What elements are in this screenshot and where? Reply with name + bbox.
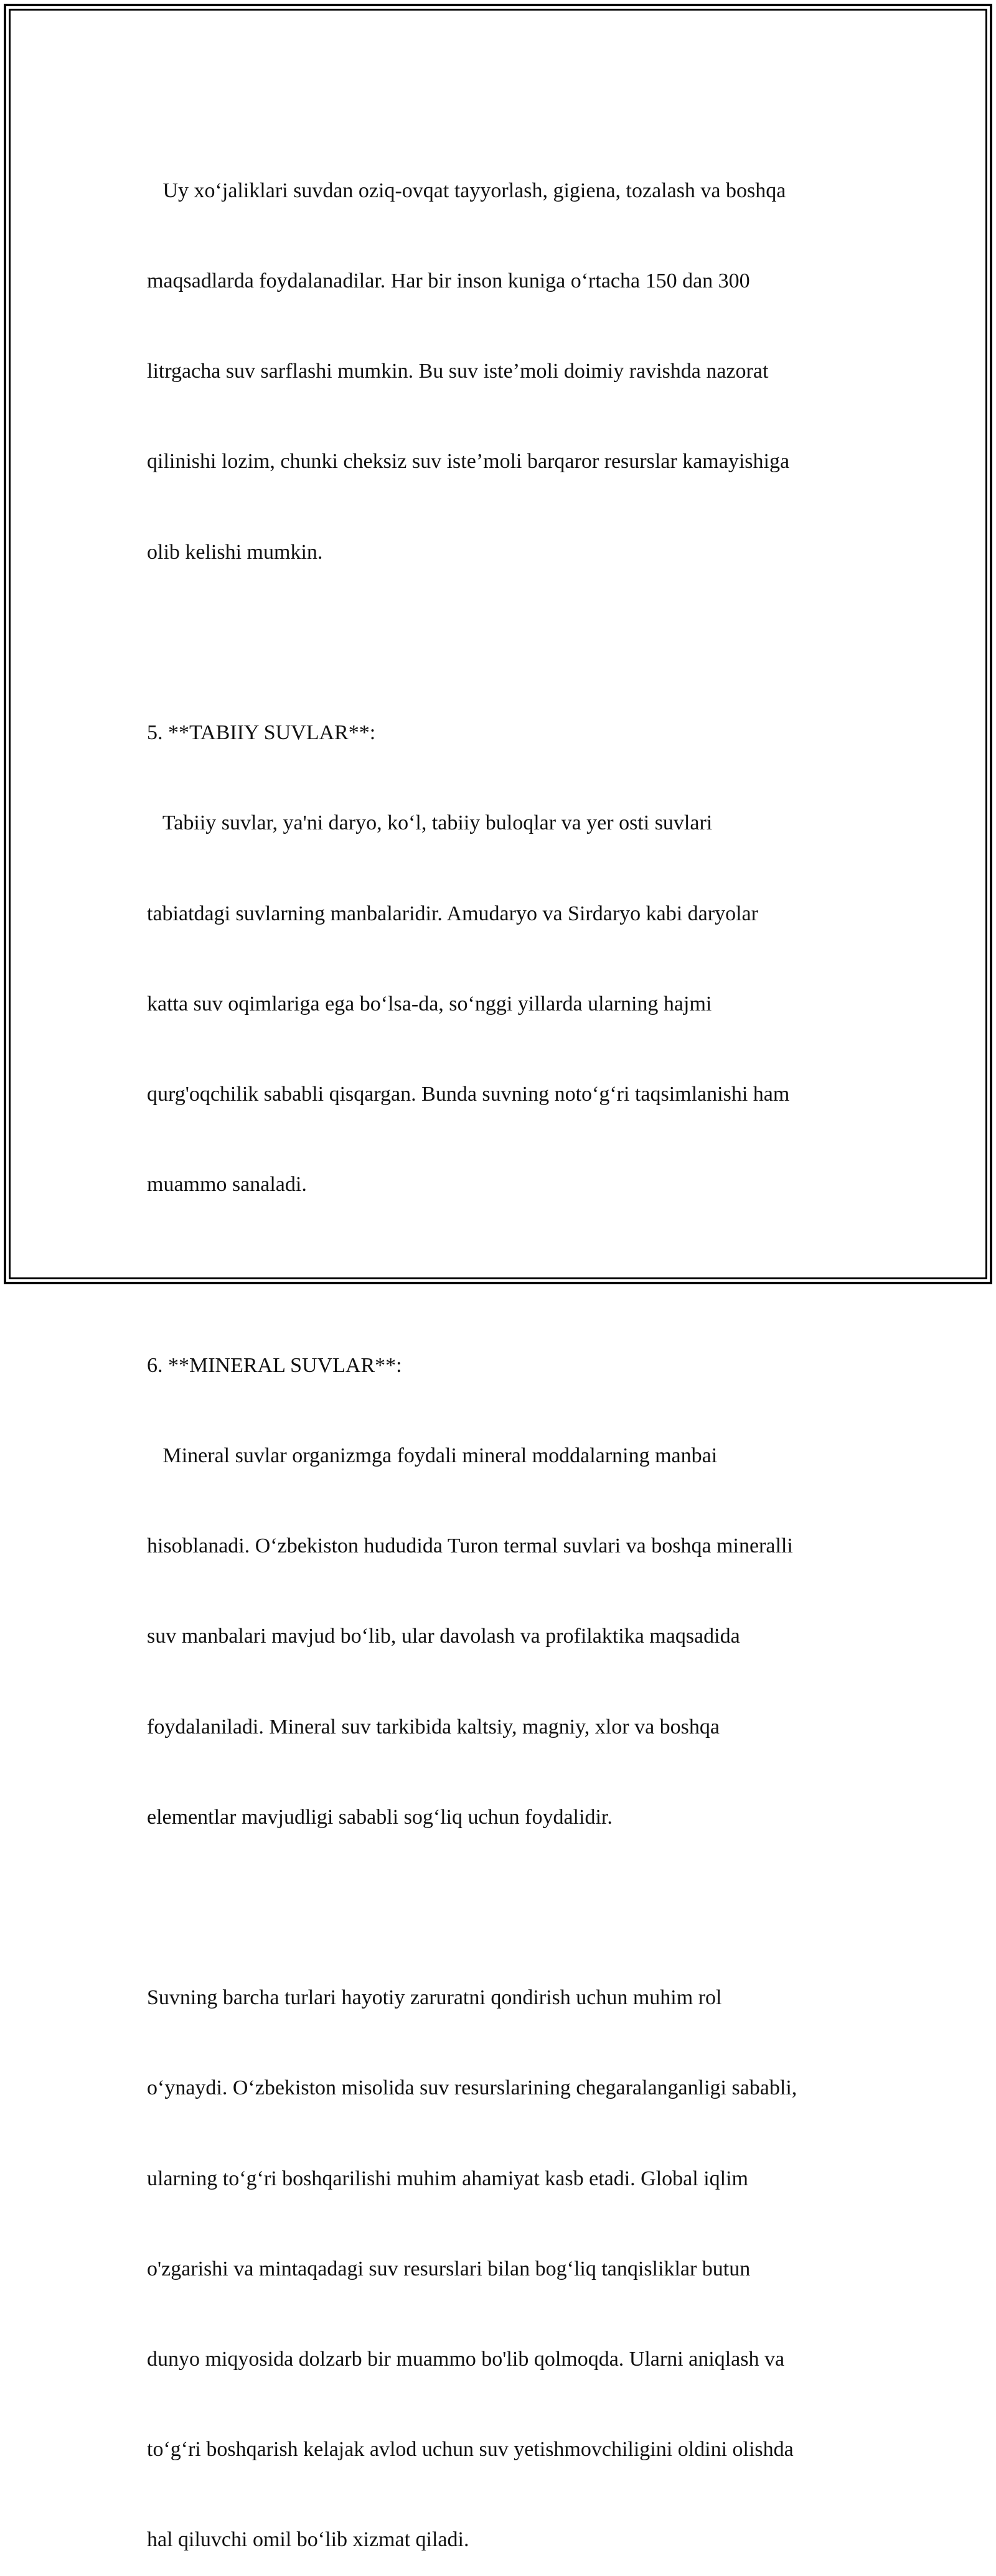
text-line: qurg'oqchilik sababli qisqargan. Bunda suvning noto‘g‘ri taqsimlanishi ham — [147, 1082, 790, 1106]
text-line: dunyo miqyosida dolzarb bir muammo bo'lib qolmoqda. Ularni aniqlash va — [147, 2348, 785, 2371]
document-body — [147, 116, 850, 2576]
text-line: olib kelishi mumkin. — [147, 540, 323, 564]
text-line: qilinishi lozim, chunki cheksiz suv iste’moli barqaror resurslar kamayishiga — [147, 450, 790, 474]
text-line: maqsadlarda foydalanadilar. Har bir inson kuniga o‘rtacha 150 dan 300 — [147, 269, 750, 293]
text-line: Suvning barcha turlari hayotiy zaruratni qondirish uchun muhim rol — [147, 1986, 722, 2010]
text-line: to‘g‘ri boshqarish kelajak avlod uchun suv yetishmovchiligini oldini olishda — [147, 2438, 794, 2462]
text-line: muammo sanaladi. — [147, 1173, 307, 1197]
section-heading: 6. **MINERAL SUVLAR**: — [147, 1353, 402, 1377]
text-line: hisoblanadi. O‘zbekiston hududida Turon termal suvlari va boshqa mineralli — [147, 1534, 793, 1558]
conclusion-paragraph — [147, 1923, 850, 2576]
text-line: suv manbalari mavjud bo‘lib, ular davolash va profilaktika maqsadida — [147, 1625, 740, 1648]
paragraph-spacer — [147, 628, 850, 658]
text-line: Uy xo‘jaliklari suvdan oziq-ovqat tayyorlash, gigiena, tozalash va boshqa — [147, 179, 786, 202]
intro-paragraph — [147, 116, 850, 628]
text-line: elementlar mavjudligi sababli sog‘liq uchun foydalidir. — [147, 1805, 613, 1829]
text-line: foydalaniladi. Mineral suv tarkibida kaltsiy, magniy, xlor va boshqa — [147, 1715, 720, 1738]
section-mineral-suvlar — [147, 1290, 850, 1893]
section-tabiiy-suvlar — [147, 658, 850, 1260]
text-line: tabiatdagi suvlarning manbalaridir. Amudaryo va Sirdaryo kabi daryolar — [147, 902, 758, 925]
text-line: o'zgarishi va mintaqadagi suv resurslari bilan bog‘liq tanqisliklar butun — [147, 2257, 751, 2280]
paragraph-spacer — [147, 1893, 850, 1923]
text-line: litrgacha suv sarflashi mumkin. Bu suv iste’moli doimiy ravishda nazorat — [147, 360, 769, 383]
text-line: hal qiluvchi omil bo‘lib xizmat qiladi. — [147, 2528, 469, 2552]
text-line: Tabiiy suvlar, ya'ni daryo, ko‘l, tabiiy buloqlar va yer osti suvlari — [147, 811, 713, 835]
paragraph-spacer — [147, 1260, 850, 1290]
text-line: Mineral suvlar organizmga foydali mineral moddalarning manbai — [147, 1444, 718, 1467]
text-line: o‘ynaydi. O‘zbekiston misolida suv resurslarining chegaralanganligi sababli, — [147, 2076, 797, 2100]
text-line: ularning to‘g‘ri boshqarilishi muhim ahamiyat kasb etadi. Global iqlim — [147, 2167, 748, 2190]
text-line: katta suv oqimlariga ega bo‘lsa-da, so‘nggi yillarda ularning hajmi — [147, 992, 712, 1015]
section-heading: 5. **TABIIY SUVLAR**: — [147, 721, 376, 745]
